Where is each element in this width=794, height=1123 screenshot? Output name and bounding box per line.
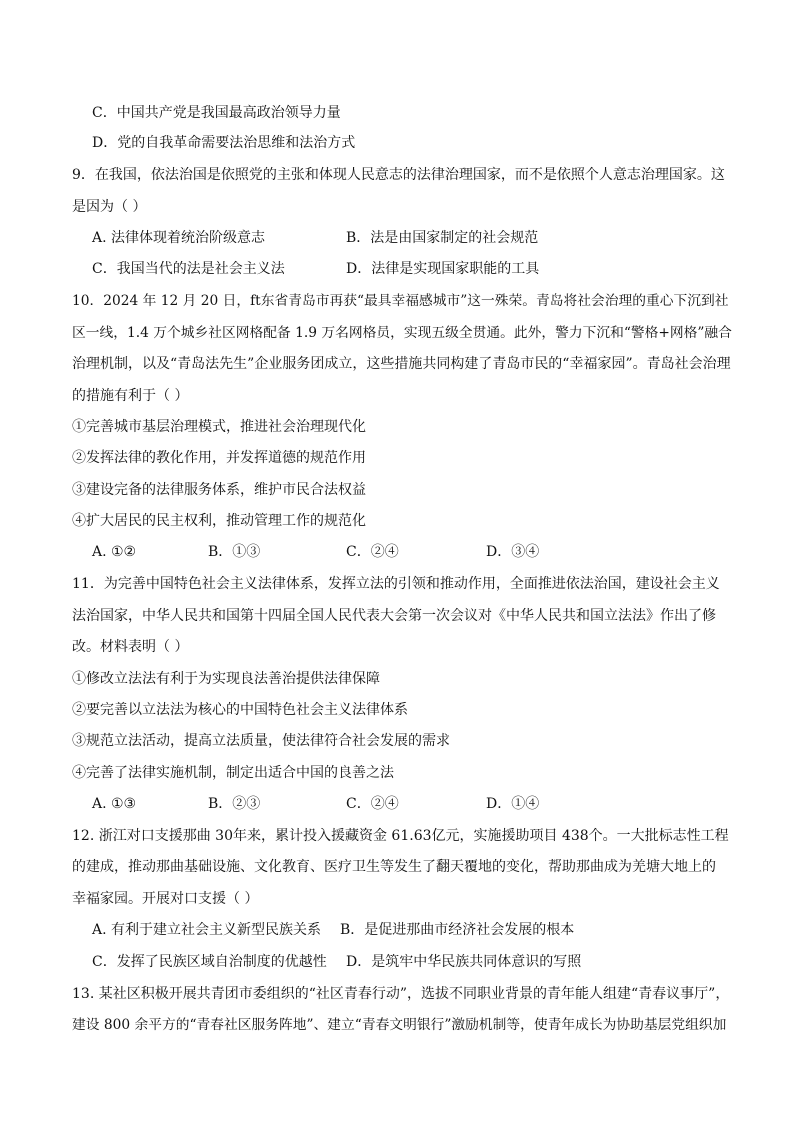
q12-option-b: B．是促进那曲市经济社会发展的根本: [340, 922, 575, 938]
q10-stem-line-4: 的措施有利于（ ）: [72, 388, 189, 404]
q12-stem-line-2: 的建成，推动那曲基础设施、文化教育、医疗卫生等发生了翻天覆地的变化，帮助那曲成为羌塘大地上的: [72, 859, 716, 875]
q9-stem-line-2: 是因为（ ）: [72, 199, 147, 215]
q10-item-4: ④扩大居民的民主权利，推动管理工作的规范化: [72, 513, 366, 529]
q11-option-b: B．②③: [208, 796, 261, 812]
q9-stem-line-1: 9．在我国，依法治国是依照党的主张和体现人民意志的法律治理国家，而不是依照个人意志治理国家。这: [72, 167, 725, 183]
q10-item-1: ①完善城市基层治理模式，推进社会治理现代化: [72, 419, 366, 435]
q11-item-2: ②要完善以立法法为核心的中国特色社会主义法律体系: [72, 702, 408, 718]
q10-option-c: C．②④: [346, 544, 399, 560]
q9-option-c: C．我国当代的法是社会主义法: [92, 261, 285, 277]
q12-option-a: A. 有利于建立社会主义新型民族关系: [92, 922, 322, 938]
q13-stem-line-1: 13. 某社区积极开展共青团市委组织的“社区青春行动”，选拔不同职业背景的青年能人组建“青春议事厅”，: [72, 986, 730, 1002]
q12-stem-line-1: 12. 浙江对口支援那曲 30年来，累计投入援藏资金 61.63亿元，实施援助项目 438个。一大批标志性工程: [72, 828, 729, 844]
q10-option-d: D．③④: [486, 544, 540, 560]
q11-option-a: A. ①③: [92, 796, 137, 812]
q10-stem-line-2: 区一线，1.4 万个城乡社区网格配备 1.9 万名网格员，实现五级全贯通。此外，警力下沉和“警格+网格”融合: [72, 325, 732, 341]
q10-stem-line-1: 10．2024 年 12 月 20 日，ft东省青岛市再获“最具幸福感城市”这一殊荣。青岛将社会治理的重心下沉到社: [72, 293, 729, 309]
q10-option-b: B．①③: [208, 544, 261, 560]
q13-stem-line-2: 建设 800 余平方的“青春社区服务阵地”、建立“青春文明银行”激励机制等，使青年成长为协助基层党组织加: [72, 1017, 727, 1033]
q10-option-a: A. ①②: [92, 544, 137, 560]
q10-item-3: ③建设完备的法律服务体系，维护市民合法权益: [72, 482, 366, 498]
q10-stem-line-3: 治理机制，以及“青岛法先生”企业服务团成立，这些措施共同构建了青岛市民的“幸福家园”。青岛社会治理: [72, 356, 731, 372]
q8-option-c: C．中国共产党是我国最高政治领导力量: [92, 105, 341, 121]
q11-item-3: ③规范立法活动，提高立法质量，使法律符合社会发展的需求: [72, 733, 450, 749]
q12-option-c: C．发挥了民族区域自治制度的优越性: [92, 954, 327, 970]
q9-option-a: A. 法律体现着统治阶级意志: [92, 230, 266, 246]
q12-option-d: D．是筑牢中华民族共同体意识的写照: [346, 954, 582, 970]
q11-item-4: ④完善了法律实施机制，制定出适合中国的良善之法: [72, 765, 394, 781]
q9-option-b: B．法是由国家制定的社会规范: [346, 230, 539, 246]
q11-option-c: C．②④: [346, 796, 399, 812]
q10-item-2: ②发挥法律的教化作用，并发挥道德的规范作用: [72, 450, 366, 466]
q8-option-d: D．党的自我革命需要法治思维和法治方式: [92, 135, 356, 151]
q12-stem-line-3: 幸福家园。开展对口支援（ ）: [72, 891, 259, 907]
q11-option-d: D．①④: [486, 796, 540, 812]
q11-stem-line-1: 11．为完善中国特色社会主义法律体系，发挥立法的引领和推动作用，全面推进依法治国，建设社会主义: [72, 576, 720, 592]
q9-option-d: D．法律是实现国家职能的工具: [346, 261, 540, 277]
q11-item-1: ①修改立法法有利于为实现良法善治提供法律保障: [72, 671, 380, 687]
q11-stem-line-2: 法治国家，中华人民共和国第十四届全国人民代表大会第一次会议对《中华人民共和国立法法》作出了修: [72, 608, 716, 624]
q11-stem-line-3: 改。材料表明（ ）: [72, 639, 189, 655]
